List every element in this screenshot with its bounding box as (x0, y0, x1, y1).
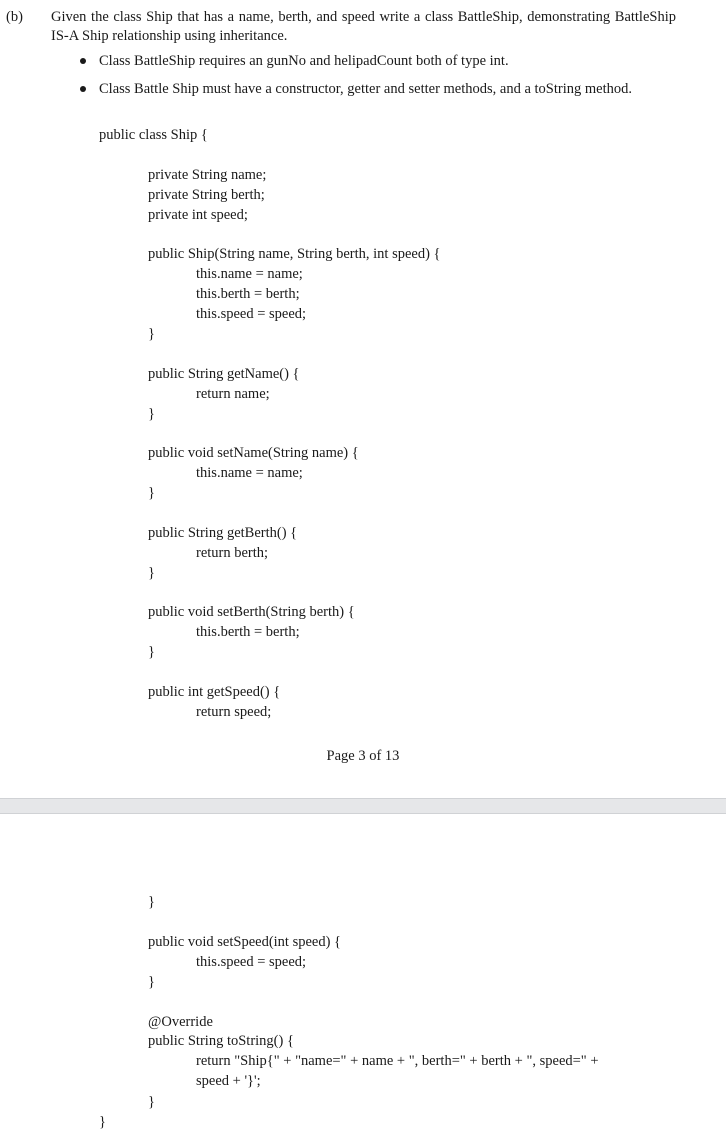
bullet-item-1: Class BattleShip requires an gunNo and helipadCount both of type int. (99, 53, 509, 69)
set-speed-signature: public void setSpeed(int speed) { (148, 934, 342, 950)
closing-brace: } (148, 565, 155, 581)
class-declaration: public class Ship { (99, 127, 208, 143)
question-text: Given the class Ship that has a name, berth, and speed write a class BattleShip, demonstrating BattleShip IS-A Ship relationship using inheritance. (51, 9, 676, 44)
set-berth-signature: public void setBerth(String berth) { (148, 604, 355, 620)
get-speed-signature: public int getSpeed() { (148, 684, 281, 700)
closing-brace: } (148, 326, 155, 342)
override-annotation: @Override (148, 1014, 213, 1030)
page-break-divider (0, 798, 726, 814)
set-speed-body: this.speed = speed; (196, 954, 307, 970)
set-name-body: this.name = name; (196, 465, 303, 481)
field-berth: private String berth; (148, 187, 265, 203)
closing-brace: } (148, 1094, 155, 1110)
closing-brace: } (148, 406, 155, 422)
closing-brace: } (148, 894, 155, 910)
constructor-line: this.speed = speed; (196, 306, 307, 322)
bullet-dot-icon (80, 86, 86, 92)
get-berth-signature: public String getBerth() { (148, 525, 298, 541)
set-name-signature: public void setName(String name) { (148, 445, 359, 461)
set-berth-body: this.berth = berth; (196, 624, 300, 640)
get-name-body: return name; (196, 386, 270, 402)
constructor-line: this.berth = berth; (196, 286, 300, 302)
to-string-body-line-1: return "Ship{" + "name=" + name + ", berth=" + berth + ", speed=" + (196, 1053, 599, 1069)
get-name-signature: public String getName() { (148, 366, 300, 382)
closing-brace: } (148, 644, 155, 660)
bullet-dot-icon (80, 58, 86, 64)
constructor-line: this.name = name; (196, 266, 303, 282)
closing-brace: } (148, 485, 155, 501)
field-speed: private int speed; (148, 207, 248, 223)
class-closing-brace: } (99, 1114, 106, 1130)
to-string-signature: public String toString() { (148, 1033, 294, 1049)
to-string-body-line-2: speed + '}'; (196, 1073, 261, 1089)
bullet-item-2: Class Battle Ship must have a constructor, getter and setter methods, and a toString method. (99, 81, 632, 97)
field-name: private String name; (148, 167, 267, 183)
get-berth-body: return berth; (196, 545, 269, 561)
constructor-signature: public Ship(String name, String berth, int speed) { (148, 246, 441, 262)
closing-brace: } (148, 974, 155, 990)
get-speed-body: return speed; (196, 704, 272, 720)
page-number: Page 3 of 13 (326, 748, 400, 764)
question-label: (b) (6, 9, 23, 25)
